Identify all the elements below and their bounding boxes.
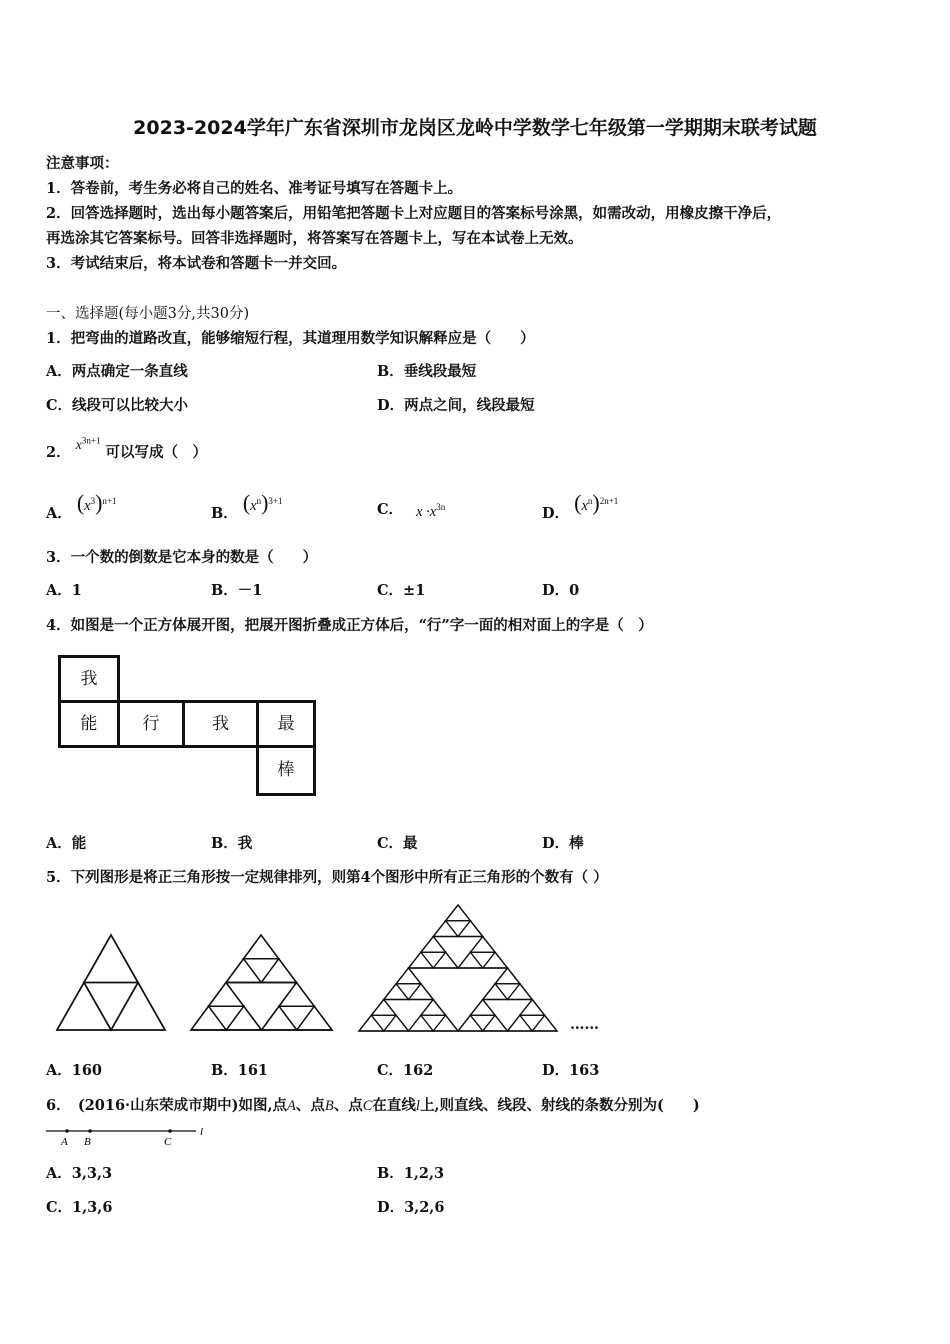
triangle xyxy=(409,952,434,968)
q5-option-a[interactable]: A．160 xyxy=(46,1062,103,1079)
q6-option-b[interactable]: B．1,2,3 xyxy=(377,1165,445,1182)
triangle xyxy=(409,984,434,1000)
q6-stem: 6． (2016·山东荣成市期中)如图,点A、点B、点C在直线l上,则直线、线段、射线的条数分别为( ) xyxy=(46,1097,700,1114)
point-c-dot xyxy=(168,1129,172,1133)
page-title: 2023-2024学年广东省深圳市龙岗区龙岭中学数学七年级第一学期期末联考试题 xyxy=(133,117,817,139)
triangle xyxy=(483,952,508,968)
triangle xyxy=(470,1015,495,1031)
triangle xyxy=(446,921,471,937)
q2-expression: $x^{3n+1}$ xyxy=(75,435,101,453)
q3-option-a[interactable]: A．1 xyxy=(46,582,82,599)
triangle xyxy=(384,1015,409,1031)
triangle xyxy=(532,1015,557,1031)
q2-number: 2． xyxy=(46,444,71,461)
triangle-figure-3 xyxy=(359,905,557,1031)
triangle xyxy=(371,1015,396,1031)
triangle xyxy=(433,952,458,968)
triangle xyxy=(446,905,471,921)
triangle xyxy=(226,1006,261,1030)
net-cell-1: 能 xyxy=(58,700,120,748)
triangle xyxy=(209,983,244,1007)
q6-option-d[interactable]: D．3,2,6 xyxy=(377,1199,445,1216)
q2-c-expression: $x \cdot x^{3n}$ xyxy=(416,502,446,520)
q2-option-d[interactable]: D． $(x^n)^{2n+1}$ xyxy=(542,490,619,522)
net-cell-bottom: 棒 xyxy=(256,745,316,796)
q2-option-c[interactable]: C． $x \cdot x^{3n}$ xyxy=(377,501,446,520)
triangle xyxy=(279,983,314,1007)
triangle xyxy=(191,1006,226,1030)
triangle xyxy=(421,937,446,953)
notice-item-2-cont: 再选涂其它答案标号。回答非选择题时，将答案写在答题卡上，写在本试卷上无效。 xyxy=(46,230,583,247)
triangle xyxy=(396,968,421,984)
triangle xyxy=(84,983,138,1031)
triangle xyxy=(226,959,261,983)
triangle-pattern-svg xyxy=(0,895,620,1040)
q4-option-b[interactable]: B．我 xyxy=(211,835,253,852)
triangle xyxy=(433,921,458,937)
triangle xyxy=(470,937,495,953)
triangle xyxy=(244,935,279,959)
q2-stem-tail: 可以写成（ ） xyxy=(105,444,208,461)
triangle xyxy=(262,1006,297,1030)
triangle xyxy=(209,1006,244,1030)
net-cell-2: 行 xyxy=(117,700,185,748)
q2-option-a[interactable]: A． $(x^3)^{n+1}$ xyxy=(46,490,117,522)
triangle xyxy=(57,983,111,1031)
q2-option-b[interactable]: B． $(x^n)^{3+1}$ xyxy=(211,490,283,522)
point-c-label: C xyxy=(164,1136,172,1148)
net-cell-4: 最 xyxy=(256,700,316,748)
triangle xyxy=(495,984,520,1000)
point-b-label: B xyxy=(84,1136,91,1148)
q4-stem: 4．如图是一个正方体展开图，把展开图折叠成正方体后，“行”字一面的相对面上的字是（ ） xyxy=(46,617,653,634)
triangle xyxy=(384,984,409,1000)
triangle xyxy=(111,983,165,1031)
triangle xyxy=(458,952,483,968)
q2-d-expression: $(x^n)^{2n+1}$ xyxy=(574,490,619,515)
q2-stem xyxy=(46,435,208,462)
q5-option-c[interactable]: C．162 xyxy=(377,1062,434,1079)
q5-option-b[interactable]: B．161 xyxy=(211,1062,269,1079)
triangle xyxy=(520,1015,545,1031)
notice-heading: 注意事项： xyxy=(46,155,119,172)
q4-option-c[interactable]: C．最 xyxy=(377,835,418,852)
triangle xyxy=(508,1015,533,1031)
triangle-pattern-figure xyxy=(0,895,620,1040)
q6-option-c[interactable]: C．1,3,6 xyxy=(46,1199,113,1216)
point-b-dot xyxy=(88,1129,92,1133)
triangle xyxy=(297,1006,332,1030)
line-figure-svg xyxy=(40,1122,220,1150)
triangle xyxy=(458,921,483,937)
q2-b-expression: $(x^n)^{3+1}$ xyxy=(242,490,283,515)
triangle xyxy=(261,959,296,983)
q2-a-expression: $(x^3)^{n+1}$ xyxy=(76,490,117,515)
point-a-dot xyxy=(65,1129,69,1133)
triangle xyxy=(396,984,421,1000)
line-l-label: l xyxy=(200,1126,204,1138)
q3-option-c[interactable]: C．±1 xyxy=(377,582,426,599)
triangle xyxy=(508,984,533,1000)
triangle xyxy=(371,1000,396,1016)
q5-stem: 5．下列图形是将正三角形按一定规律排列，则第4个图形中所有正三角形的个数有（ ） xyxy=(46,869,608,886)
triangle xyxy=(421,1000,446,1016)
q5-option-d[interactable]: D．163 xyxy=(542,1062,600,1079)
q1-stem: 1．把弯曲的道路改直，能够缩短行程，其道理用数学知识解释应是（ ） xyxy=(46,330,535,347)
q1-option-c[interactable]: C．线段可以比较大小 xyxy=(46,397,189,414)
notice-item-2: 2．回答选择题时，选出每小题答案后，用铅笔把答题卡上对应题目的答案标号涂黑，如需改动，用橡皮擦干净后， xyxy=(46,205,782,222)
q4-option-d[interactable]: D．棒 xyxy=(542,835,584,852)
q3-option-b[interactable]: B．－1 xyxy=(211,582,263,599)
triangle xyxy=(421,1015,446,1031)
line-figure xyxy=(40,1122,220,1154)
q5-ellipsis: …… xyxy=(570,1016,599,1033)
triangle-figure-1 xyxy=(57,935,165,1030)
triangle xyxy=(409,1015,434,1031)
q1-option-a[interactable]: A．两点确定一条直线 xyxy=(46,363,188,380)
triangle xyxy=(520,1000,545,1016)
q6-option-a[interactable]: A．3,3,3 xyxy=(46,1165,113,1182)
net-cell-top: 我 xyxy=(58,655,120,703)
triangle xyxy=(483,984,508,1000)
q3-stem: 3．一个数的倒数是它本身的数是（ ） xyxy=(46,549,318,566)
q1-option-b[interactable]: B．垂线段最短 xyxy=(377,363,477,380)
section-heading: 一、选择题(每小题3分,共30分) xyxy=(46,306,250,322)
notice-item-1: 1．答卷前，考生务必将自己的姓名、准考证号填写在答题卡上。 xyxy=(46,180,463,197)
q4-option-a[interactable]: A．能 xyxy=(46,835,87,852)
triangle xyxy=(495,968,520,984)
triangle xyxy=(279,1006,314,1030)
net-cell-3: 我 xyxy=(182,700,259,748)
q1-option-d[interactable]: D．两点之间，线段最短 xyxy=(377,397,535,414)
triangle xyxy=(359,1015,384,1031)
q3-option-d[interactable]: D．0 xyxy=(542,582,580,599)
point-a-label: A xyxy=(61,1136,68,1148)
triangle-figure-2 xyxy=(191,935,332,1030)
triangle xyxy=(433,1015,458,1031)
triangle xyxy=(470,1000,495,1016)
notice-item-3: 3．考试结束后，将本试卷和答题卡一并交回。 xyxy=(46,255,347,272)
triangle xyxy=(421,952,446,968)
triangle xyxy=(483,1015,508,1031)
triangle xyxy=(244,959,279,983)
triangle xyxy=(84,935,138,983)
triangle xyxy=(470,952,495,968)
triangle xyxy=(458,1015,483,1031)
